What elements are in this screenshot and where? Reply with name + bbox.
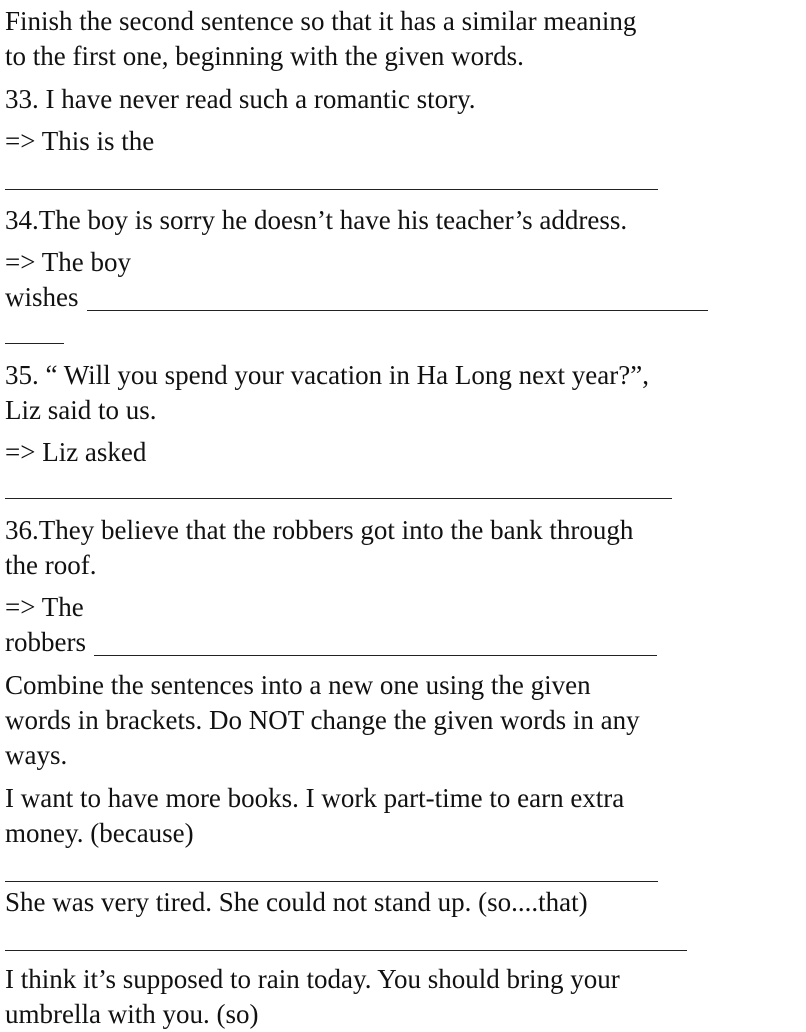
- section2-instruction-line2: words in brackets. Do NOT change the given words in any: [5, 705, 640, 735]
- combine-item2-line1: She was very tired. She could not stand up. (so....that): [5, 887, 588, 917]
- question-34: 34.The boy is sorry he doesn’t have his teacher’s address.: [5, 205, 628, 235]
- question-33: 33. I have never read such a romantic story.: [5, 84, 476, 114]
- combine-item3-line1: I think it’s supposed to rain today. You should bring your: [5, 964, 620, 994]
- question-36-line2: the roof.: [5, 550, 97, 580]
- section2-instruction-line1: Combine the sentences into a new one using the given: [5, 670, 591, 700]
- prompt-34-line1: => The boy: [5, 247, 131, 277]
- section1-instruction-line1: Finish the second sentence so that it has a similar meaning: [5, 6, 637, 36]
- answer-line-34[interactable]: [87, 310, 708, 311]
- answer-line-36[interactable]: [94, 655, 657, 656]
- section2-instruction-line3: ways.: [5, 740, 68, 770]
- prompt-36-line1: => The: [5, 592, 84, 622]
- combine-item1-line1: I want to have more books. I work part-time to earn extra: [5, 783, 625, 813]
- question-35-line1: 35. “ Will you spend your vacation in Ha Long next year?”,: [5, 360, 649, 390]
- section1-instruction-line2: to the first one, beginning with the given words.: [5, 41, 524, 71]
- answer-line-combine2[interactable]: [5, 950, 687, 951]
- question-35-line2: Liz said to us.: [5, 395, 157, 425]
- answer-line-combine1[interactable]: [5, 881, 658, 882]
- combine-item3-line2: umbrella with you. (so): [5, 999, 259, 1029]
- question-36-line1: 36.They believe that the robbers got into the bank through: [5, 515, 634, 545]
- combine-item1-line2: money. (because): [5, 818, 194, 848]
- prompt-35: => Liz asked: [5, 437, 147, 467]
- prompt-34-line2: wishes: [5, 282, 79, 312]
- prompt-33: => This is the: [5, 126, 155, 156]
- answer-line-33[interactable]: [5, 189, 658, 190]
- prompt-36-line2: robbers: [5, 627, 86, 657]
- answer-line-35[interactable]: [5, 498, 672, 499]
- answer-line-34-continued[interactable]: [5, 343, 64, 344]
